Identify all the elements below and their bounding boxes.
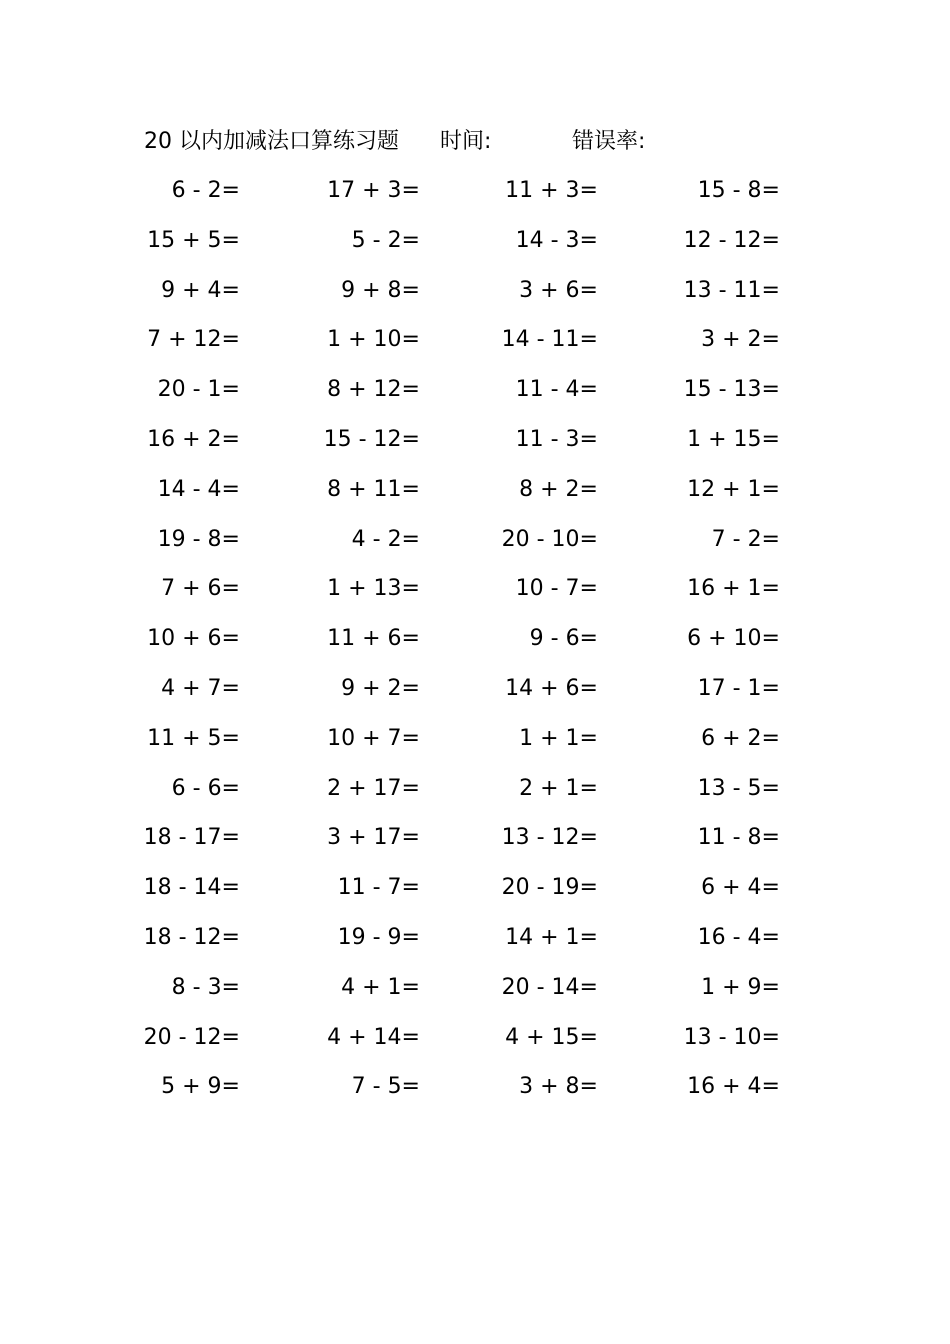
- problem-row: [0, 473, 950, 523]
- math-problem: 1 + 13=: [327, 576, 420, 602]
- math-problem: 5 - 2=: [351, 227, 420, 253]
- problem-row: [0, 871, 950, 921]
- math-problem: 14 - 11=: [501, 327, 598, 353]
- math-problem: 20 - 10=: [501, 526, 598, 552]
- math-problem: 16 + 1=: [687, 576, 780, 602]
- math-problem: 19 - 9=: [337, 924, 420, 950]
- math-problem: 6 - 2=: [171, 178, 240, 203]
- math-problem: 11 - 4=: [515, 377, 598, 403]
- math-problem: 1 + 10=: [327, 327, 420, 353]
- math-problem: 1 + 15=: [687, 426, 780, 452]
- math-problem: 14 - 3=: [515, 227, 598, 253]
- math-problem: 16 + 4=: [687, 1074, 780, 1100]
- math-problem: 15 + 5=: [147, 227, 240, 253]
- math-problem: 2 + 1=: [519, 775, 598, 801]
- math-problem: 10 + 6=: [147, 626, 240, 652]
- math-problem: 7 - 2=: [711, 526, 780, 552]
- problem-row: [0, 373, 950, 423]
- math-problem: 9 + 4=: [161, 277, 240, 303]
- math-problem: 17 - 1=: [697, 675, 780, 701]
- math-problem: 2 + 17=: [327, 775, 420, 801]
- math-problem: 13 - 10=: [683, 1024, 780, 1050]
- math-problem: 15 - 12=: [323, 426, 420, 452]
- math-problem: 10 - 7=: [515, 576, 598, 602]
- problem-row: [0, 821, 950, 871]
- math-problem: 14 + 1=: [505, 924, 598, 950]
- math-problem: 11 - 8=: [697, 825, 780, 851]
- problem-row: [0, 224, 950, 274]
- math-problem: 4 + 14=: [327, 1024, 420, 1050]
- problem-row: [0, 622, 950, 672]
- math-problem: 4 + 7=: [161, 675, 240, 701]
- math-problem: 11 + 5=: [147, 725, 240, 751]
- math-problem: 6 + 10=: [687, 626, 780, 652]
- math-problem: 5 + 9=: [161, 1074, 240, 1100]
- error-rate-label: 错误率:: [572, 129, 646, 154]
- math-problem: 8 - 3=: [171, 974, 240, 1000]
- math-problem: 20 - 1=: [157, 377, 240, 403]
- math-problem: 4 - 2=: [351, 526, 420, 552]
- math-problem: 20 - 12=: [143, 1024, 240, 1050]
- math-problem: 8 + 12=: [327, 377, 420, 403]
- math-problem: 12 - 12=: [683, 227, 780, 253]
- math-problem: 15 - 8=: [697, 178, 780, 203]
- math-problem: 1 + 9=: [701, 974, 780, 1000]
- math-problem: 18 - 12=: [143, 924, 240, 950]
- problem-row: [0, 921, 950, 971]
- problem-row: [0, 423, 950, 473]
- math-problem: 11 + 6=: [327, 626, 420, 652]
- math-problem: 18 - 17=: [143, 825, 240, 851]
- math-problem: 12 + 1=: [687, 476, 780, 502]
- problem-row: [0, 971, 950, 1021]
- problem-row: [0, 1070, 950, 1120]
- problem-row: [0, 174, 950, 224]
- math-problem: 6 + 2=: [701, 725, 780, 751]
- problem-row: [0, 1021, 950, 1071]
- problem-row: [0, 274, 950, 324]
- math-problem: 14 - 4=: [157, 476, 240, 502]
- math-problem: 3 + 2=: [701, 327, 780, 353]
- math-problem: 17 + 3=: [327, 178, 420, 203]
- problem-row: [0, 323, 950, 373]
- math-problem: 11 + 3=: [505, 178, 598, 203]
- math-problem: 8 + 2=: [519, 476, 598, 502]
- math-problem: 7 + 6=: [161, 576, 240, 602]
- math-problem: 14 + 6=: [505, 675, 598, 701]
- problem-row: [0, 672, 950, 722]
- math-problem: 3 + 8=: [519, 1074, 598, 1100]
- math-problem: 11 - 3=: [515, 426, 598, 452]
- math-problem: 7 - 5=: [351, 1074, 420, 1100]
- math-problem: 3 + 6=: [519, 277, 598, 303]
- math-problem: 3 + 17=: [327, 825, 420, 851]
- math-problem: 9 + 8=: [341, 277, 420, 303]
- math-problem: 16 - 4=: [697, 924, 780, 950]
- math-problem: 19 - 8=: [157, 526, 240, 552]
- problem-grid: [0, 174, 950, 1120]
- math-problem: 6 + 4=: [701, 875, 780, 901]
- math-problem: 20 - 19=: [501, 875, 598, 901]
- math-problem: 9 + 2=: [341, 675, 420, 701]
- problem-row: [0, 523, 950, 573]
- math-problem: 7 + 12=: [147, 327, 240, 353]
- math-problem: 18 - 14=: [143, 875, 240, 901]
- math-problem: 13 - 12=: [501, 825, 598, 851]
- math-problem: 20 - 14=: [501, 974, 598, 1000]
- time-label: 时间:: [440, 129, 492, 154]
- math-problem: 10 + 7=: [327, 725, 420, 751]
- math-problem: 8 + 11=: [327, 476, 420, 502]
- math-problem: 11 - 7=: [337, 875, 420, 901]
- worksheet-title: 20 以内加减法口算练习题: [144, 129, 399, 154]
- math-problem: 6 - 6=: [171, 775, 240, 801]
- math-problem: 9 - 6=: [529, 626, 598, 652]
- math-problem: 13 - 5=: [697, 775, 780, 801]
- problem-row: [0, 772, 950, 822]
- problem-row: [0, 572, 950, 622]
- problem-row: [0, 722, 950, 772]
- math-problem: 4 + 1=: [341, 974, 420, 1000]
- math-problem: 13 - 11=: [683, 277, 780, 303]
- math-problem: 1 + 1=: [519, 725, 598, 751]
- math-problem: 4 + 15=: [505, 1024, 598, 1050]
- math-problem: 16 + 2=: [147, 426, 240, 452]
- math-problem: 15 - 13=: [683, 377, 780, 403]
